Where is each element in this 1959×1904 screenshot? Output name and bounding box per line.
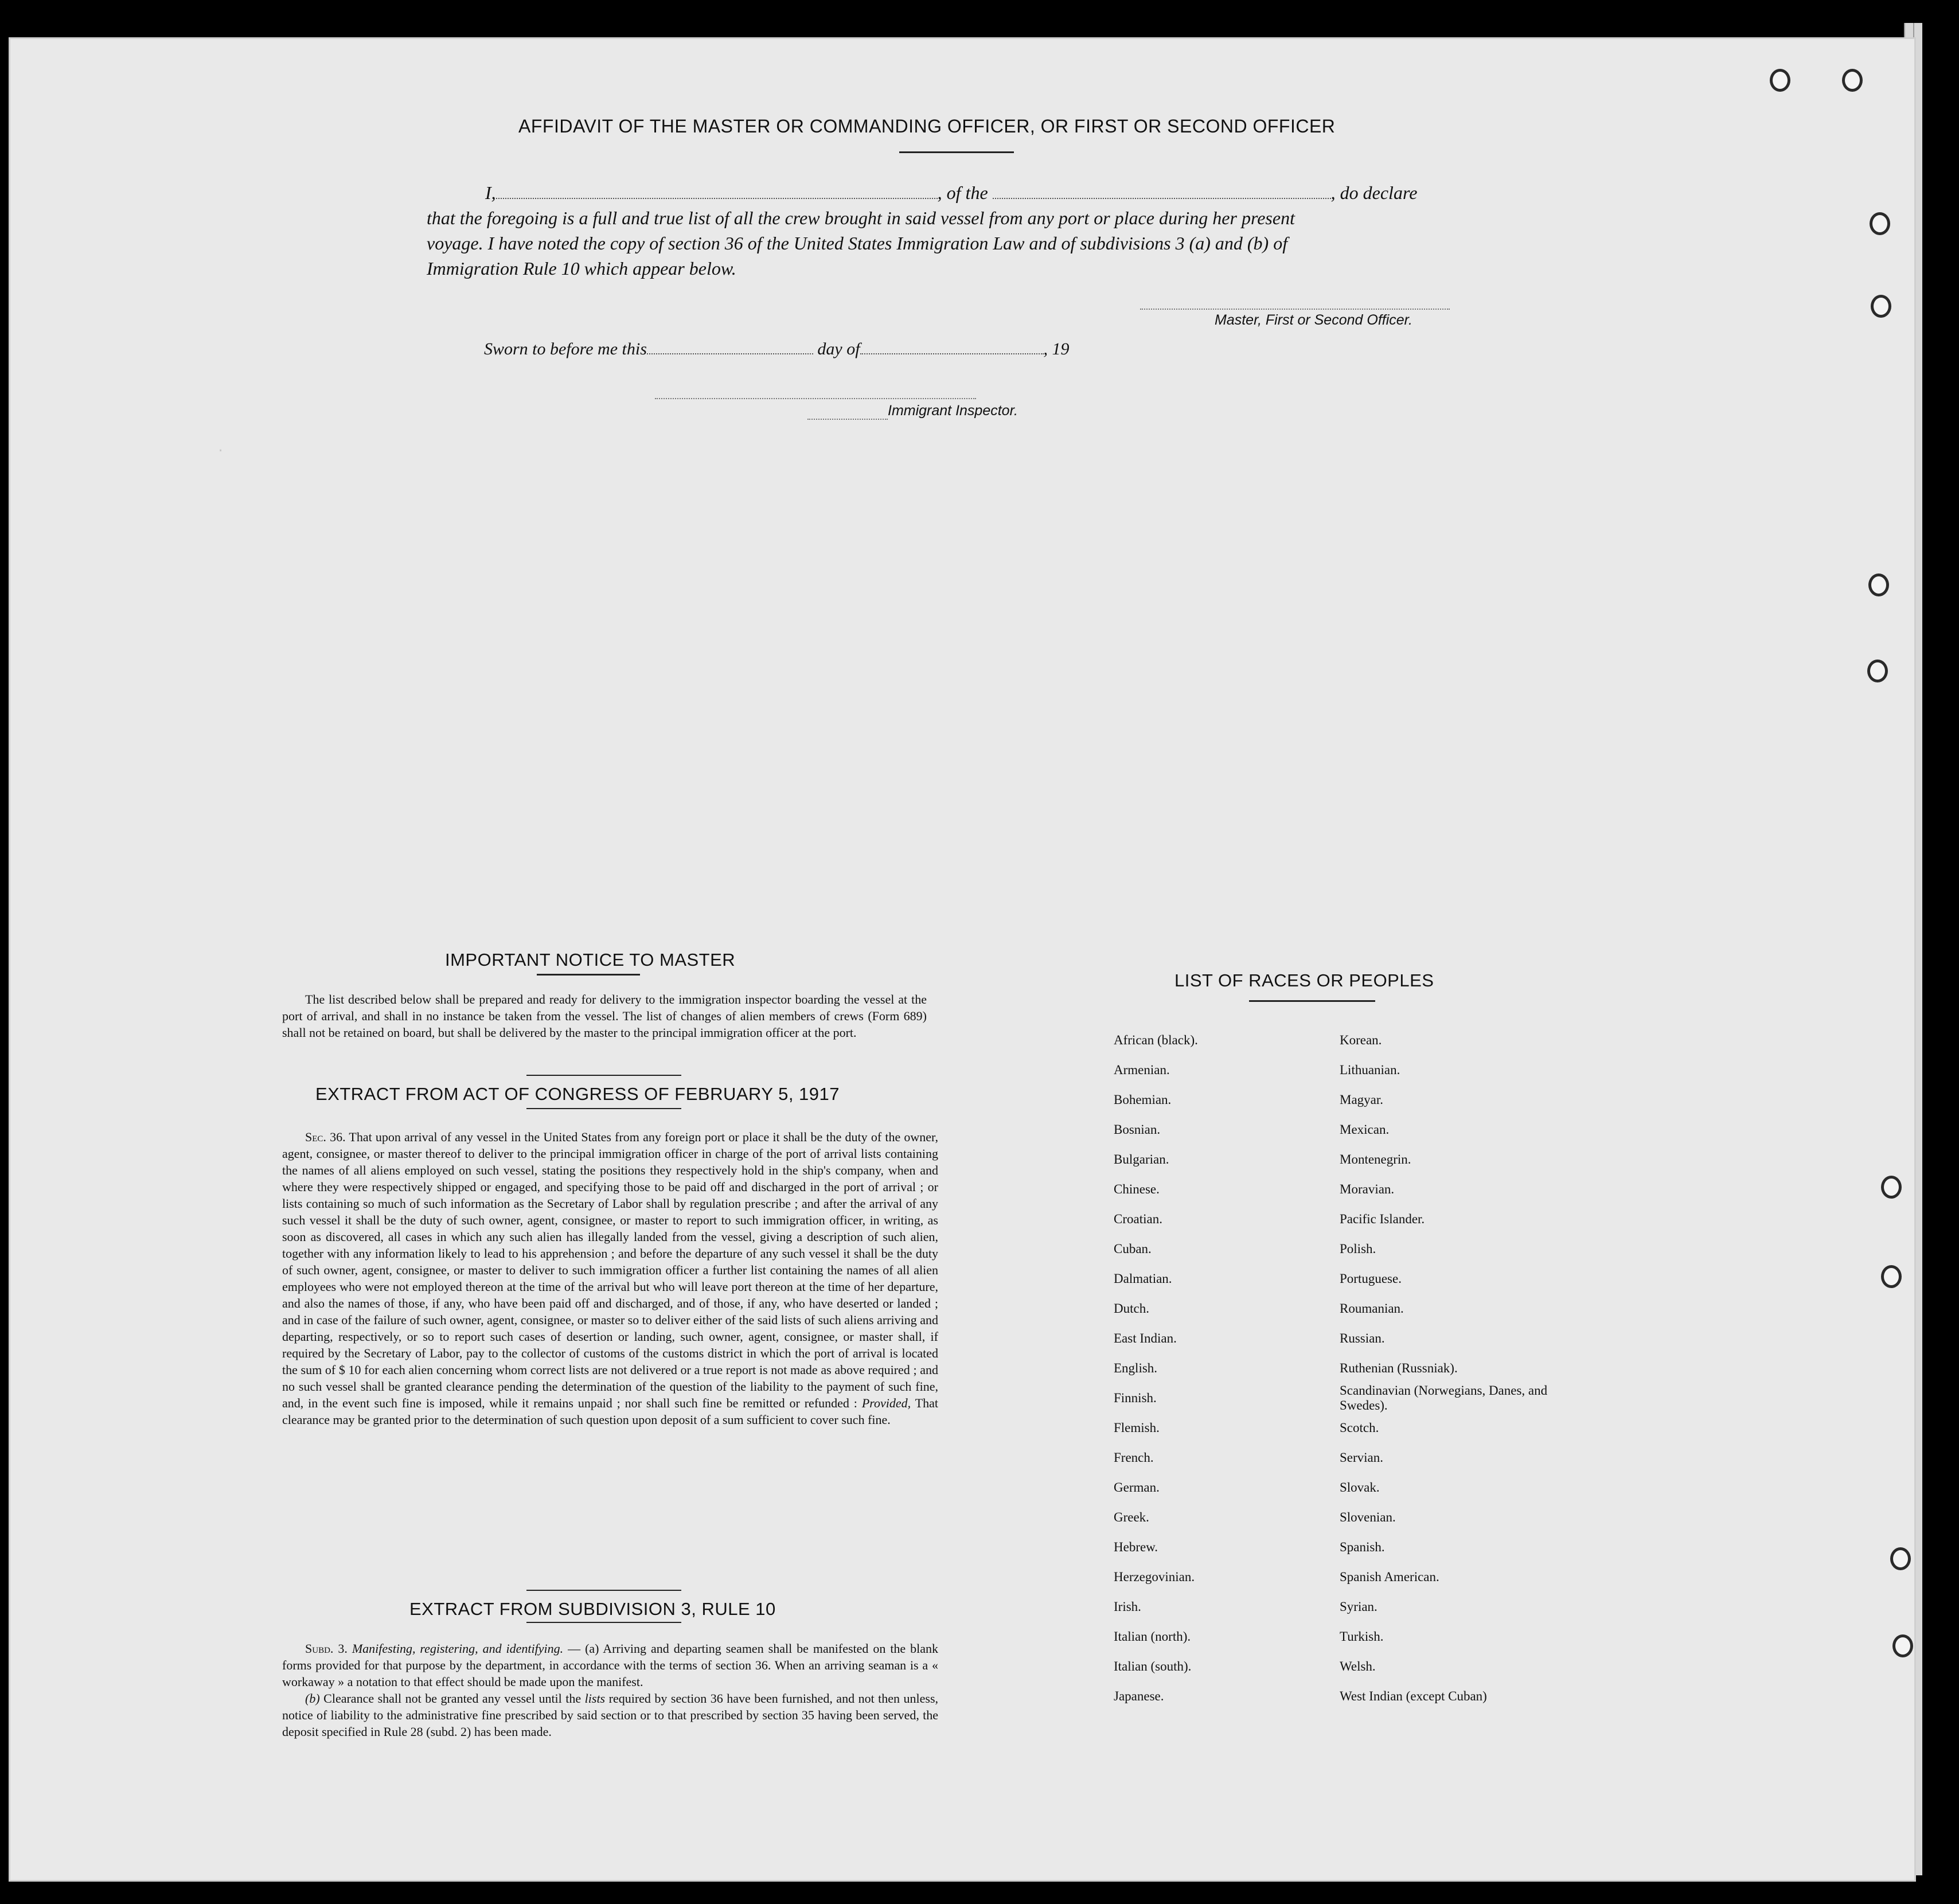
notice-title: IMPORTANT NOTICE TO MASTER	[445, 950, 736, 970]
race-item: Pacific Islander.	[1340, 1212, 1425, 1226]
punch-hole	[1842, 69, 1863, 92]
race-item: Lithuanian.	[1340, 1063, 1400, 1077]
title-underline	[899, 151, 1014, 153]
month-blank[interactable]	[860, 353, 1044, 354]
vessel-blank[interactable]	[993, 198, 1331, 199]
race-item: Turkish.	[1340, 1629, 1384, 1644]
act-text: Sec. 36. That upon arrival of any vessel in the United States from any foreign port or place it shall be the duty of the owner, agent, consignee, or master thereof to deliver to the principal immigration officer in charge of the port of arrival lists containing the names of all aliens employed on such vessel, stating the positions they respectively hold in the ship's company, when and where they were respectively shipped or engaged, and specifying those to be paid off and discharged in the port of arrival ; or lists containing so much of such information as the Secretary of Labor shall by regulation prescribe ; and after the arrival of any such vessel it shall be the duty of such owner, agent, consignee, or master to report to such immigration officer, in writing, as soon as discovered, all cases in which any such alien has illegally landed from the vessel, giving a description of such alien, together with any information likely to lead to his apprehension ; and before the departure of any such vessel it shall be the duty of such owner, agent, consignee, or master to deliver to such immigration officer a further list containing the names of all alien employees who were not employed thereon at the time of the arrival but who will leave port thereon at the time of her departure, and also the names of those, if any, who have been paid off and discharged, and of those, if any, who have deserted or landed ; and in case of the failure of such owner, agent, consignee, or master so to deliver either of the said lists of such aliens arriving and departing, respectively, or so to report such cases of desertion or landing, such owner, agent, consignee, or master shall, if required by the Secretary of Labor, pay to the collector of customs of the customs district in which the port of arrival is located the sum of $ 10 for each alien concerning whom correct lists are not delivered or a true report is not made as above required ; and no such vessel shall be granted clearance pending the determination of the question of the liability to the payment of such fine, and, in the event such fine is imposed, while it remains unpaid ; nor shall such fine be remitted or refunded : Provided, That clearance may be granted prior to the determination of such question upon deposit of a sum sufficient to cover such fine.	[282, 1130, 939, 1427]
race-item: Spanish American.	[1340, 1570, 1439, 1584]
day-blank[interactable]	[647, 353, 813, 354]
punch-hole	[1892, 1634, 1913, 1657]
race-item: Korean.	[1340, 1033, 1382, 1047]
punch-hole	[1870, 212, 1890, 235]
race-item: Moravian.	[1340, 1182, 1395, 1196]
punch-hole	[1871, 295, 1891, 318]
divider	[526, 1075, 681, 1076]
act-underline	[526, 1108, 681, 1109]
races-left-column	[1114, 1025, 1309, 1711]
race-item: Flemish.	[1114, 1421, 1160, 1435]
page-edge	[1913, 23, 1922, 1875]
rule-title: EXTRACT FROM SUBDIVISION 3, RULE 10	[409, 1599, 776, 1619]
act-title: EXTRACT FROM ACT OF CONGRESS OF FEBRUARY 5, 1917	[315, 1084, 840, 1104]
races-title: LIST OF RACES OR PEOPLES	[1174, 970, 1434, 990]
punch-hole	[1867, 660, 1888, 682]
race-item: Montenegrin.	[1340, 1152, 1411, 1166]
race-item: Welsh.	[1340, 1659, 1376, 1673]
race-item: Scotch.	[1340, 1421, 1379, 1435]
officer-signature-line[interactable]	[1140, 309, 1450, 310]
race-item: Scandinavian (Norwegians, Danes, and Swedes).	[1340, 1383, 1548, 1413]
race-item: Bulgarian.	[1114, 1152, 1169, 1166]
race-item: West Indian (except Cuban)	[1340, 1689, 1487, 1703]
race-item: Slovak.	[1340, 1480, 1380, 1495]
race-item: Herzegovinian.	[1114, 1570, 1195, 1584]
notice-underline	[537, 974, 640, 976]
punch-hole	[1868, 573, 1889, 596]
rule-underline	[526, 1622, 681, 1623]
race-item: Russian.	[1340, 1331, 1385, 1345]
race-item: Irish.	[1114, 1599, 1141, 1614]
race-item: Bohemian.	[1114, 1093, 1172, 1107]
notice-text: The list described below shall be prepared and ready for delivery to the immigration inspector boarding the vessel at the port of arrival, and shall in no instance be taken from the vessel. The list of changes of alien members of crews (Form 689) shall not be retained on board, but shall be delivered by the master to the principal immigration officer at the port.	[282, 992, 927, 1040]
race-item: Greek.	[1114, 1510, 1149, 1524]
race-item: Ruthenian (Russniak).	[1340, 1361, 1458, 1375]
section-label: Sec. 36.	[305, 1130, 346, 1144]
race-item: Japanese.	[1114, 1689, 1164, 1703]
races-underline	[1249, 1000, 1375, 1002]
race-item: Cuban.	[1114, 1242, 1152, 1256]
race-item: Dalmatian.	[1114, 1271, 1172, 1286]
affidavit-line4: Immigration Rule 10 which appear below.	[427, 258, 736, 279]
race-item: Italian (north).	[1114, 1629, 1191, 1644]
race-item: Polish.	[1340, 1242, 1376, 1256]
race-item: German.	[1114, 1480, 1160, 1495]
affidavit-title: AFFIDAVIT OF THE MASTER OR COMMANDING OFFICER, OR FIRST OR SECOND OFFICER	[518, 116, 1336, 136]
inspector-signature-line[interactable]	[655, 398, 976, 399]
race-item: Croatian.	[1114, 1212, 1162, 1226]
race-item: French.	[1114, 1450, 1154, 1465]
punch-hole	[1881, 1265, 1902, 1288]
affidavit-line2: that the foregoing is a full and true list of all the crew brought in said vessel from any port or place during her present	[427, 208, 1295, 228]
race-item: Bosnian.	[1114, 1122, 1161, 1137]
divider	[526, 1590, 681, 1591]
name-blank[interactable]	[496, 198, 938, 199]
race-item: Servian.	[1340, 1450, 1384, 1465]
race-item: Magyar.	[1340, 1093, 1384, 1107]
document-page: . AFFIDAVIT OF THE MASTER OR COMMANDING OFFICER, OR FIRST OR SECOND OFFICER I, , of the , do declare that the foregoing is a full and true list of all the crew brought in said vessel from any port or place during her present voyage. I have noted the copy of section 36 of the United States Immigration Law and of subdivisions 3 (a) and (b) of Immigration Rule 10 which appear below. Master, First or Second Officer. Sworn to before me this day of , 19 Immigrant Inspector. IMPORTANT NOTICE TO MASTER The list described below shall be prepared and ready for delivery to the immigration inspector boarding the vessel at the port of arrival, and shall in no instance be taken from the vessel. The list of changes of alien members of crews (Form 689) shall not be retained on board, but shall be delivered by the master to the principal immigration officer at the port. EXTRACT FROM ACT OF CONGRESS OF FEBRUARY 5, 1917 Sec. 36. That upon arrival of any vessel in the United States from any foreign port or place it shall be the duty of the owner, agent, consignee, or master thereof to deliver to the principal immigration officer in charge of the port of arrival lists containing the names of all aliens employed on such vessel, stating the positions they respectively hold in the ship's company, when and where they were respectively shipped or engaged, and specifying those to be paid off and discharged in the port of arrival ; or lists containing so much of such information as the Secretary of Labor shall by regulation prescribe ; and after the arrival of any such vessel it shall be the duty of such owner, agent, consignee, or master to report to such immigration officer, in writing, as soon as discovered, all cases in which any such alien has illegally landed from the vessel, giving a description of such alien, together with any information likely to lead to his apprehension ; and before the departure of any such vessel it shall be the duty of such owner, agent, consignee, or master to deliver to such immigration officer a further list containing the names of all alien employees who were not employed thereon at the time of the arrival but who will leave port thereon at the time of her departure, and also the names of those, if any, who have been paid off and discharged, and of those, if any, who have deserted or landed ; and in case of the failure of such owner, agent, consignee, or master so to deliver either of the said lists of such aliens arriving and departing, respectively, or so to report such cases of desertion or landing, such owner, agent, consignee, or master shall, if required by the Secretary of Labor, pay to the collector of customs of the customs district in which the port of arrival is located the sum of $ 10 for each alien concerning whom correct lists are not delivered or a true report is not made as above required ; and no such vessel shall be granted clearance pending the determination of the question of the liability to the payment of such fine, and, in the event such fine is imposed, while it remains unpaid ; nor shall such fine be remitted or refunded : Provided, That clearance may be granted prior to the determination of such question upon deposit of a sum sufficient to cover such fine. EXTRACT FROM SUBDIVISION 3, RULE 10 Subd. 3. Manifesting, registering, and identifying. — (a) Arriving and departing seamen shall be manifested on the blank forms provided for that purpose by the department, in accordance with the terms of section 36. When an arriving seaman is a « workaway » a notation to that effect should be made upon the manifest. (b) Clearance shall not be granted any vessel until the lists required by section 36 have been furnished, and not then unless, notice of liability to the administrative fine prescribed by said section or to that prescribed by section 35 having been served, the deposit specified in Rule 28 (subd. 2) has been made. LIST OF RACES OR PEOPLES African (black). Armenian. Bohemian. Bosnian. Bulgarian. Chinese. Croatian. Cuban. Dalmatian. Dutch. East Indian. English. Finnish. Flemish. French. German. Greek. Hebrew. Herzegovinian. Irish. Italian (north). Italian (south). Japanese. Korean. Lithuanian. Magyar. Mexican. Montenegrin. Moravian. Pacific Islander. Polish. Portuguese. Roumanian. Russian. Ruthenian (Russniak). Scandinavian (Norwegians, Danes, and Swedes). Scotch. Servian. Slovak. Slovenian. Spanish. Spanish American. Syrian. Turkish. Welsh. West Indian (except Cuban)	[10, 39, 1914, 1880]
punch-hole	[1770, 69, 1790, 92]
affidavit-line1: I, , of the , do declare	[485, 182, 1418, 203]
race-item: Italian (south).	[1114, 1659, 1192, 1673]
race-item: East Indian.	[1114, 1331, 1177, 1345]
race-item: Dutch.	[1114, 1301, 1149, 1316]
race-item: Hebrew.	[1114, 1540, 1158, 1554]
race-item: Chinese.	[1114, 1182, 1160, 1196]
race-item: Mexican.	[1340, 1122, 1390, 1137]
race-item: Spanish.	[1340, 1540, 1385, 1554]
sworn-line: Sworn to before me this day of , 19	[484, 340, 1070, 358]
race-item: Armenian.	[1114, 1063, 1170, 1077]
race-item: Roumanian.	[1340, 1301, 1404, 1316]
race-item: African (black).	[1114, 1033, 1198, 1047]
officer-label: Master, First or Second Officer.	[1215, 312, 1413, 328]
punch-hole	[1881, 1176, 1902, 1199]
race-item: Syrian.	[1340, 1599, 1377, 1614]
inspector-signature-line-2[interactable]	[807, 419, 888, 420]
affidavit-line3: voyage. I have noted the copy of section 36 of the United States Immigration Law and of subdivisions 3 (a) and (b) of	[427, 233, 1288, 253]
punch-hole	[1890, 1547, 1911, 1570]
race-item: Slovenian.	[1340, 1510, 1396, 1524]
races-right-column	[1340, 1025, 1581, 1711]
race-item: Portuguese.	[1340, 1271, 1402, 1286]
race-item: English.	[1114, 1361, 1158, 1375]
inspector-label: Immigrant Inspector.	[888, 403, 1018, 419]
race-item: Finnish.	[1114, 1391, 1157, 1405]
rule-text: Subd. 3. Manifesting, registering, and identifying. — (a) Arriving and departing seamen shall be manifested on the blank forms provided for that purpose by the department, in accordance with the terms of section 36. When an arriving seaman is a « workaway » a notation to that effect should be made upon the manifest. (b) Clearance shall not be granted any vessel until the lists required by section 36 have been furnished, and not then unless, notice of liability to the administrative fine prescribed by said section or to that prescribed by section 35 having been served, the deposit specified in Rule 28 (subd. 2) has been made.	[282, 1641, 939, 1739]
